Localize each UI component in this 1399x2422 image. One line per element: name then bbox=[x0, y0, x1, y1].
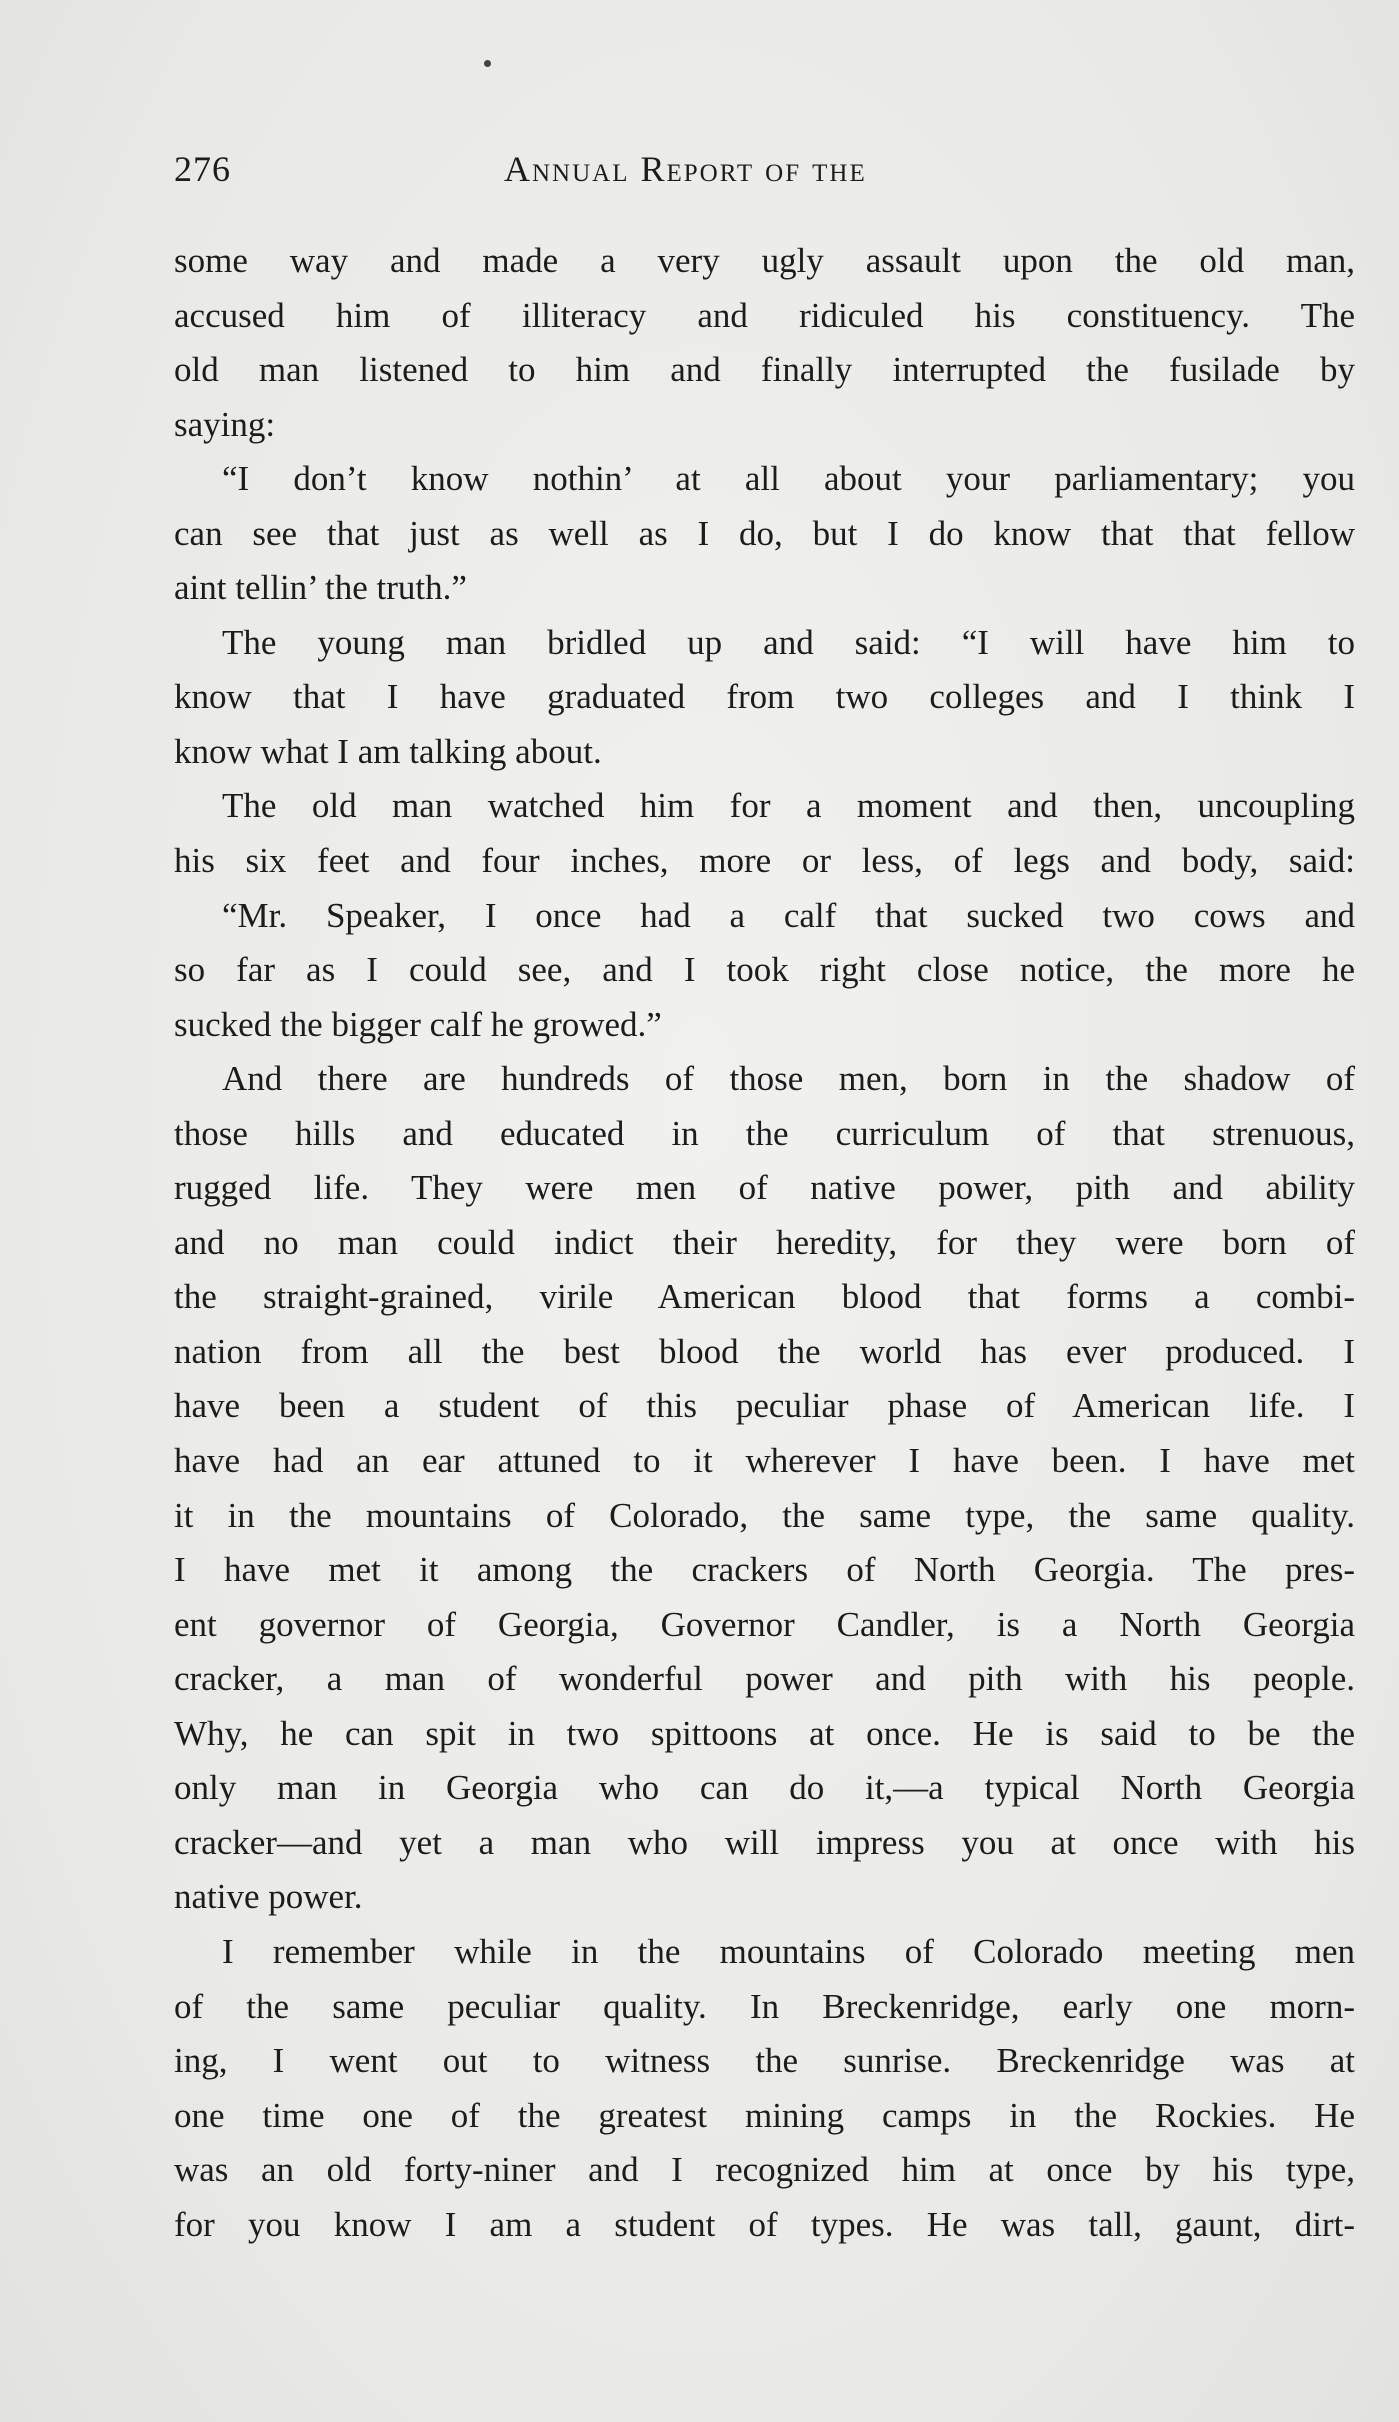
text-line: old man listened to him and finally interrupted the fusilade by bbox=[174, 350, 1355, 390]
text-line: for you know I am a student of types. He was tall, gaunt, dirt- bbox=[174, 2204, 1355, 2244]
text-line: was an old forty-niner and I recognized him at once by his type, bbox=[174, 2150, 1355, 2190]
text-line: only man in Georgia who can do it,—a typical North Georgia bbox=[174, 1768, 1355, 1808]
text-line: ent governor of Georgia, Governor Candler, is a North Georgia bbox=[174, 1604, 1355, 1644]
text-line: ing, I went out to witness the sunrise. Breckenridge was at bbox=[174, 2041, 1355, 2081]
text-line: “Mr. Speaker, I once had a calf that sucked two cows and bbox=[222, 895, 1355, 935]
text-line: sucked the bigger calf he growed.” bbox=[174, 1004, 662, 1044]
text-line: The young man bridled up and said: “I will have him to bbox=[222, 622, 1355, 662]
text-line: can see that just as well as I do, but I do know that that fellow bbox=[174, 513, 1355, 553]
ink-speck bbox=[484, 60, 491, 67]
text-line: have had an ear attuned to it wherever I have been. I have met bbox=[174, 1441, 1355, 1481]
text-line: accused him of illiteracy and ridiculed his constituency. The bbox=[174, 295, 1355, 335]
text-line: “I don’t know nothin’ at all about your parliamentary; you bbox=[222, 459, 1355, 499]
text-line: aint tellin’ the truth.” bbox=[174, 568, 467, 608]
text-line: it in the mountains of Colorado, the same type, the same quality. bbox=[174, 1495, 1355, 1535]
text-line: some way and made a very ugly assault upon the old man, bbox=[174, 241, 1355, 280]
text-line: saying: bbox=[174, 404, 276, 444]
text-line: cracker—and yet a man who will impress you at once with his bbox=[174, 1822, 1355, 1862]
text-line: of the same peculiar quality. In Breckenridge, early one morn- bbox=[174, 1986, 1355, 2026]
text-line: Why, he can spit in two spittoons at once. He is said to be the bbox=[174, 1713, 1355, 1753]
text-line: the straight-grained, virile American blood that forms a combi- bbox=[174, 1277, 1355, 1317]
text-line: so far as I could see, and I took right close notice, the more he bbox=[174, 950, 1355, 990]
body-text bbox=[174, 234, 1355, 2252]
text-line: rugged life. They were men of native power, pith and ability bbox=[174, 1168, 1355, 1208]
text-line: And there are hundreds of those men, born in the shadow of bbox=[222, 1059, 1355, 1099]
text-line: I have met it among the crackers of North Georgia. The pres- bbox=[174, 1550, 1355, 1590]
text-line: know that I have graduated from two colleges and I think I bbox=[174, 677, 1355, 717]
text-line: nation from all the best blood the world has ever produced. I bbox=[174, 1331, 1355, 1371]
page-number: 276 bbox=[174, 149, 231, 189]
text-line: The old man watched him for a moment and then, uncoupling bbox=[222, 786, 1355, 826]
text-line: know what I am talking about. bbox=[174, 731, 602, 771]
running-head: Annual Report of the bbox=[504, 149, 867, 189]
text-line: those hills and educated in the curriculum of that strenuous, bbox=[174, 1113, 1355, 1153]
text-line: and no man could indict their heredity, for they were born of bbox=[174, 1222, 1355, 1262]
text-line: his six feet and four inches, more or less, of legs and body, said: bbox=[174, 841, 1355, 881]
text-line: cracker, a man of wonderful power and pith with his people. bbox=[174, 1659, 1355, 1699]
text-line: have been a student of this peculiar phase of American life. I bbox=[174, 1386, 1355, 1426]
page-header bbox=[174, 148, 1354, 192]
text-line: one time one of the greatest mining camps in the Rockies. He bbox=[174, 2095, 1355, 2135]
text-line: I remember while in the mountains of Colorado meeting men bbox=[222, 1931, 1355, 1971]
text-line: native power. bbox=[174, 1877, 363, 1917]
